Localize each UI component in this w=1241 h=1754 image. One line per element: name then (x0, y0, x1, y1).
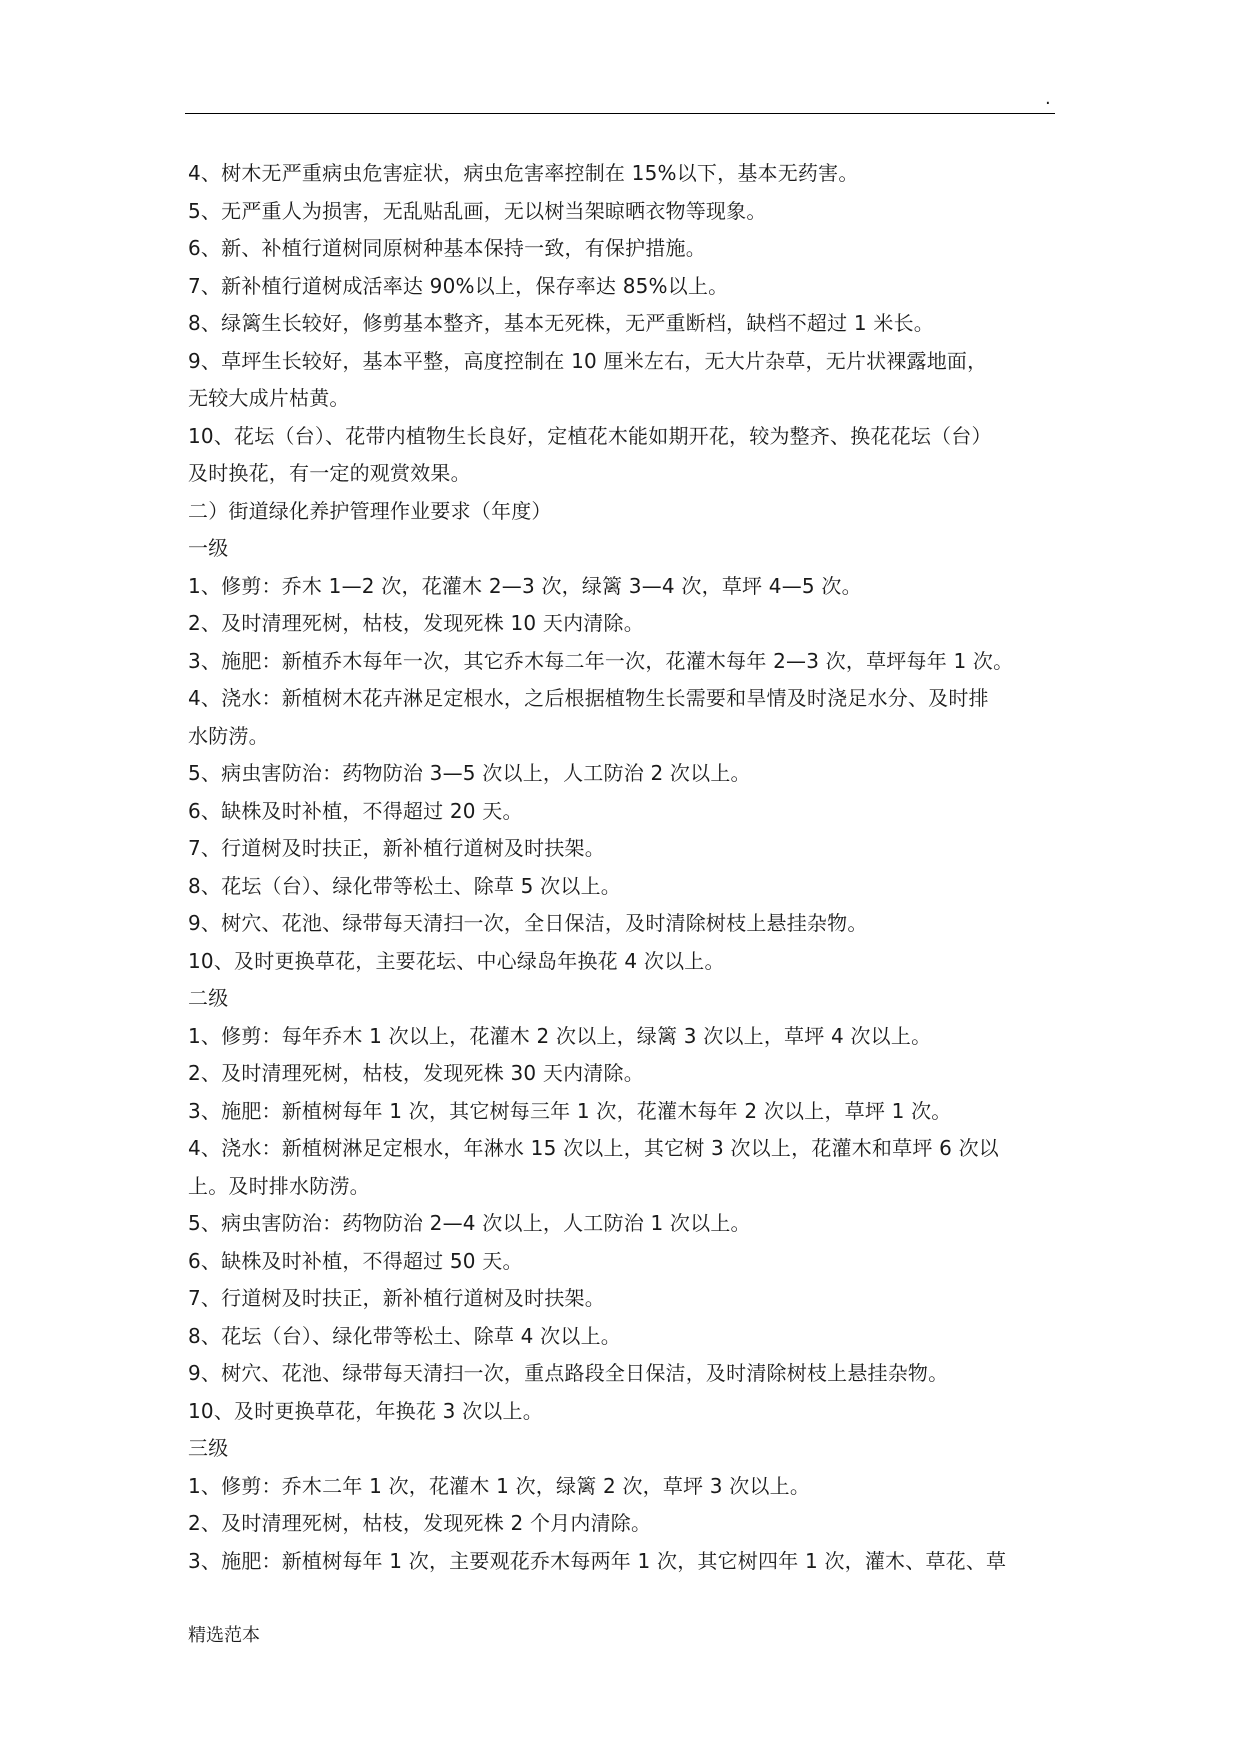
text-line: 5、病虫害防治：药物防治 3—5 次以上，人工防治 2 次以上。 (188, 761, 751, 785)
text-line: 上。及时排水防涝。 (188, 1173, 370, 1198)
text-line: 8、绿篱生长较好，修剪基本整齐，基本无死株，无严重断档，缺档不超过 1 米长。 (188, 311, 934, 335)
text-line: 7、行道树及时扶正，新补植行道树及时扶架。 (188, 1286, 605, 1310)
document-body (188, 155, 1058, 1580)
text-line: 无较大成片枯黄。 (188, 386, 350, 410)
text-line: 7、新补植行道树成活率达 90%以上，保存率达 85%以上。 (188, 273, 729, 298)
text-line: 8、花坛（台）、绿化带等松土、除草 4 次以上。 (188, 1323, 621, 1348)
text-line: 3、施肥：新植树每年 1 次，其它树每三年 1 次，花灌木每年 2 次以上，草坪 1 次。 (188, 1098, 952, 1123)
text-line: 4、浇水：新植树淋足定根水，年淋水 15 次以上，其它树 3 次以上，花灌木和草坪 6 次以 (188, 1136, 999, 1160)
text-line: 及时换花，有一定的观赏效果。 (188, 461, 471, 485)
text-line: 2、及时清理死树，枯枝，发现死株 10 天内清除。 (188, 611, 644, 635)
text-line: 1、修剪：乔木 1—2 次，花灌木 2—3 次，绿篱 3—4 次，草坪 4—5 次。 (188, 573, 862, 598)
text-line: 3、施肥：新植乔木每年一次，其它乔木每二年一次，花灌木每年 2—3 次，草坪每年 1 次。 (188, 648, 1014, 673)
text-line: 6、缺株及时补植，不得超过 50 天。 (188, 1248, 523, 1273)
text-line: 6、缺株及时补植，不得超过 20 天。 (188, 798, 523, 823)
text-line: 1、修剪：乔木二年 1 次，花灌木 1 次，绿篱 2 次，草坪 3 次以上。 (188, 1473, 811, 1498)
header-rule (185, 113, 1055, 114)
text-line: 一级 (188, 536, 229, 560)
text-line: 三级 (188, 1436, 229, 1460)
text-line: 4、树木无严重病虫危害症状，病虫危害率控制在 15%以下，基本无药害。 (188, 161, 859, 185)
text-line: 1、修剪：每年乔木 1 次以上，花灌木 2 次以上，绿篱 3 次以上，草坪 4 次以上。 (188, 1023, 932, 1048)
text-line: 9、树穴、花池、绿带每天清扫一次，重点路段全日保洁，及时清除树枝上悬挂杂物。 (188, 1361, 949, 1385)
footer-text: 精选范本 (188, 1625, 260, 1646)
text-line: 10、及时更换草花，年换花 3 次以上。 (188, 1398, 543, 1423)
text-line: 10、及时更换草花，主要花坛、中心绿岛年换花 4 次以上。 (188, 948, 725, 973)
text-line: 5、病虫害防治：药物防治 2—4 次以上，人工防治 1 次以上。 (188, 1211, 751, 1235)
text-line: 10、花坛（台）、花带内植物生长良好，定植花木能如期开花，较为整齐、换花花坛（台） (188, 423, 992, 448)
text-line: 8、花坛（台）、绿化带等松土、除草 5 次以上。 (188, 873, 621, 898)
text-line: 6、新、补植行道树同原树种基本保持一致，有保护措施。 (188, 236, 706, 260)
text-line: 2、及时清理死树，枯枝，发现死株 2 个月内清除。 (188, 1511, 652, 1535)
text-line: 7、行道树及时扶正，新补植行道树及时扶架。 (188, 836, 605, 860)
text-line: 9、草坪生长较好，基本平整，高度控制在 10 厘米左右，无大片杂草，无片状裸露地面， (188, 348, 988, 373)
text-line: 水防涝。 (188, 723, 269, 748)
text-line: 二）街道绿化养护管理作业要求（年度） (188, 498, 552, 523)
text-line: 5、无严重人为损害，无乱贴乱画，无以树当架晾晒衣物等现象。 (188, 198, 767, 223)
header-mark: . (1045, 88, 1051, 109)
text-line: 9、树穴、花池、绿带每天清扫一次，全日保洁，及时清除树枝上悬挂杂物。 (188, 911, 868, 935)
text-line: 4、浇水：新植树木花卉淋足定根水，之后根据植物生长需要和旱情及时浇足水分、及时排 (188, 686, 989, 710)
text-line: 2、及时清理死树，枯枝，发现死株 30 天内清除。 (188, 1061, 644, 1085)
text-line: 二级 (188, 986, 229, 1010)
text-line: 3、施肥：新植树每年 1 次，主要观花乔木每两年 1 次，其它树四年 1 次，灌木、草花、草 (188, 1548, 1007, 1573)
